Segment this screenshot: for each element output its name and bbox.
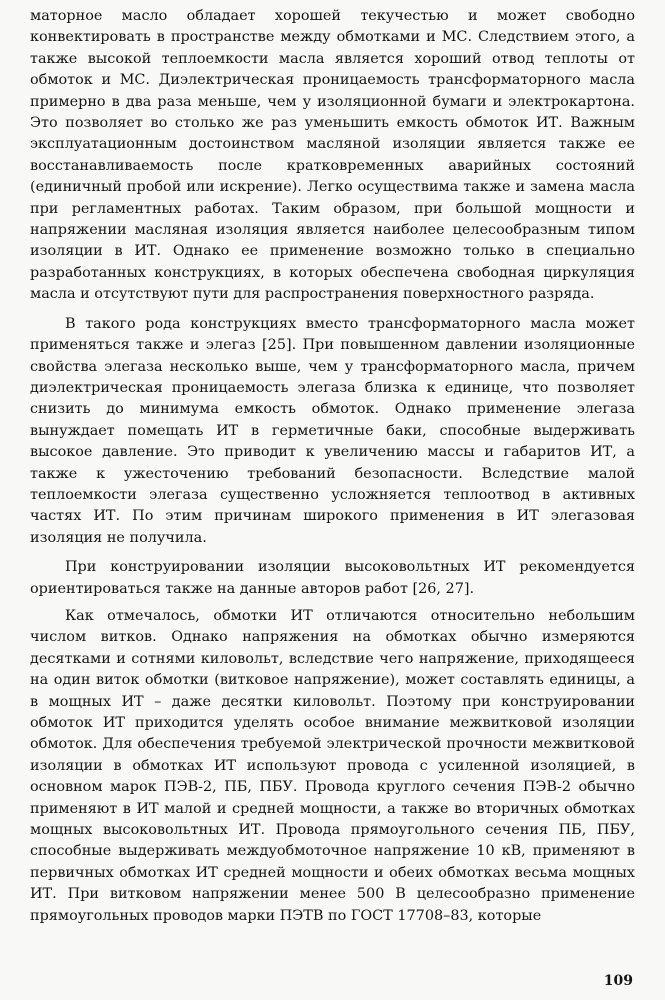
paragraph-turn-insulation: Как отмечалось, обмотки ИТ отличаются относительно небольшим числом витков. Однако напряжения на обмотках обычно измеряются десятками и сотнями киловольт, вследствие чего напряжение, приходящееся на один виток обмотки (витковое напряжение), может составлять единицы, а в мощных ИТ – даже десятки киловольт. Поэтому при конструировании обмоток ИТ приходится уделять особое внимание межвитковой изоляции обмоток. Для обеспечения требуемой электрической прочности межвитковой изоляции в обмотках ИТ используют провода с усиленной изоляцией, в основном марок ПЭВ-2, ПБ, ПБУ. Провода круглого сечения ПЭВ-2 обычно применяют в ИТ малой и средней мощности, а также во вторичных обмотках мощных высоковольтных ИТ. Провода прямоугольного сечения ПБ, ПБУ, способные выдерживать междуобмоточное напряжение 10 кВ, применяют в первичных обмотках ИТ средней мощности и обеих обмотках весьма мощных ИТ. При витковом напряжении менее 500 В целесообразно применение прямоугольных проводов марки ПЭТВ по ГОСТ 17708–83, которые <box>30 607 635 924</box>
paragraph-references: При конструировании изоляции высоковольтных ИТ рекомендуется ориентироваться также на данные авторов работ [26, 27]. <box>30 559 635 597</box>
paragraph-sf6-gas: В такого рода конструкциях вместо трансформаторного масла может применяться также и элегаз [25]. При повышенном давлении изоляционные свойства элегаза несколько выше, чем у трансформаторного масла, причем диэлектрическая проницаемость элегаза близка к единице, что позволяет снизить до минимума емкость обмоток. Однако применение элегаза вынуждает помещать ИТ в герметичные баки, способные выдерживать высокое давление. Это приводит к увеличению массы и габаритов ИТ, а также к ужесточению требований безопасности. Вследствие малой теплоемкости элегаза существенно усложняется теплоотвод в активных частях ИТ. По этим причинам широкого применения в ИТ элегазовая изоляция не получила. <box>30 315 635 546</box>
paragraph-oil-insulation: маторное масло обладает хорошей текучестью и может свободно конвектировать в пространстве между обмотками и МС. Следствием этого, а также высокой теплоемкости масла является хороший отвод теплоты от обмоток и МС. Диэлектрическая проницаемость трансформаторного масла примерно в два раза меньше, чем у изоляционной бумаги и электрокартона. Это позволяет во столько же раз уменьшить емкость обмоток ИТ. Важным эксплуатационным достоинством масляной изоляции является также ее восстанавливаемость после кратковременных аварийных состояний (единичный пробой или искрение). Легко осуществима также и замена масла при регламентных работах. Таким образом, при большой мощности и напряжении масляная изоляция является наиболее целесообразным типом изоляции в ИТ. Однако ее применение возможно только в специально разработанных конструкциях, в которых обеспечена свободная циркуляция масла и отсутствуют пути для распространения поверхностного разряда. <box>30 8 635 303</box>
page-number: 109 <box>603 972 633 989</box>
